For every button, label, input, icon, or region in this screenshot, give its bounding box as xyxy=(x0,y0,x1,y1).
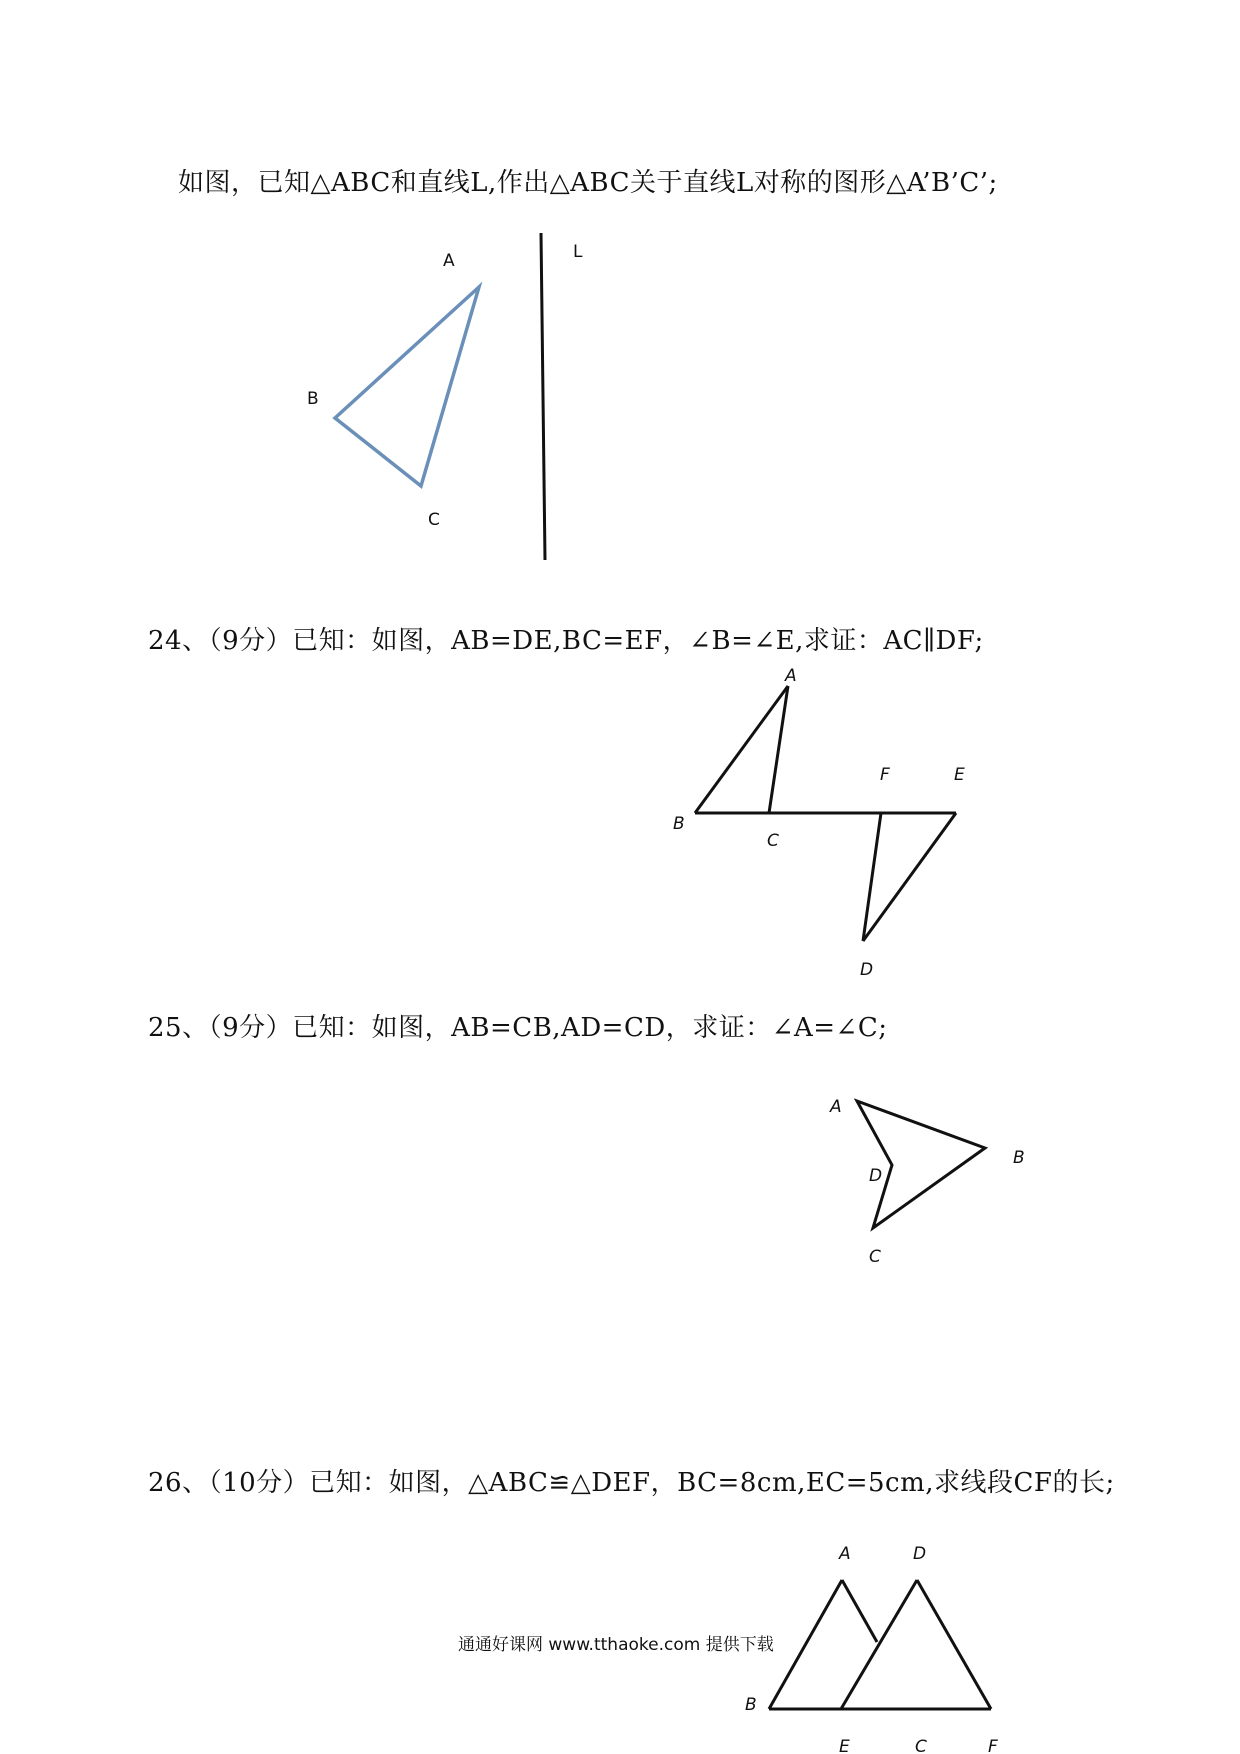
label-c: C xyxy=(767,831,779,851)
question-26-text: 26、（10分）已知：如图，△ABC≌△DEF，BC=8cm,EC=5cm,求线段CF的长; xyxy=(148,1468,1115,1498)
label-b: B xyxy=(307,389,319,409)
footer-text: 通通好课网 www.tthaoke.com 提供下载 xyxy=(458,1635,774,1655)
question-24-text: 24、（9分）已知：如图，AB=DE,BC=EF，∠B=∠E,求证：AC∥DF; xyxy=(148,626,984,656)
segment-df xyxy=(917,1580,991,1709)
label-a: A xyxy=(785,666,797,686)
label-c: C xyxy=(869,1247,881,1267)
label-a: A xyxy=(830,1097,842,1117)
segment-ac xyxy=(842,1580,877,1642)
label-b: B xyxy=(745,1695,757,1715)
label-d: D xyxy=(869,1166,883,1186)
label-e: E xyxy=(839,1737,850,1754)
label-c: C xyxy=(428,510,440,530)
label-d: D xyxy=(860,960,874,980)
label-f: F xyxy=(880,765,890,785)
question-23-text: 如图，已知△ABC和直线L,作出△ABC关于直线L对称的图形△A’B’C’; xyxy=(178,168,998,198)
label-a: A xyxy=(443,251,455,271)
label-a: A xyxy=(839,1544,851,1564)
question-25-text: 25、（9分）已知：如图，AB=CB,AD=CD，求证：∠A=∠C; xyxy=(148,1013,888,1043)
label-b: B xyxy=(1013,1148,1025,1168)
label-c: C xyxy=(915,1737,927,1754)
label-l: L xyxy=(573,242,583,262)
label-b: B xyxy=(673,814,685,834)
label-e: E xyxy=(954,765,965,785)
label-f: F xyxy=(988,1737,998,1754)
segment-ab xyxy=(769,1580,842,1709)
label-d: D xyxy=(913,1544,927,1564)
